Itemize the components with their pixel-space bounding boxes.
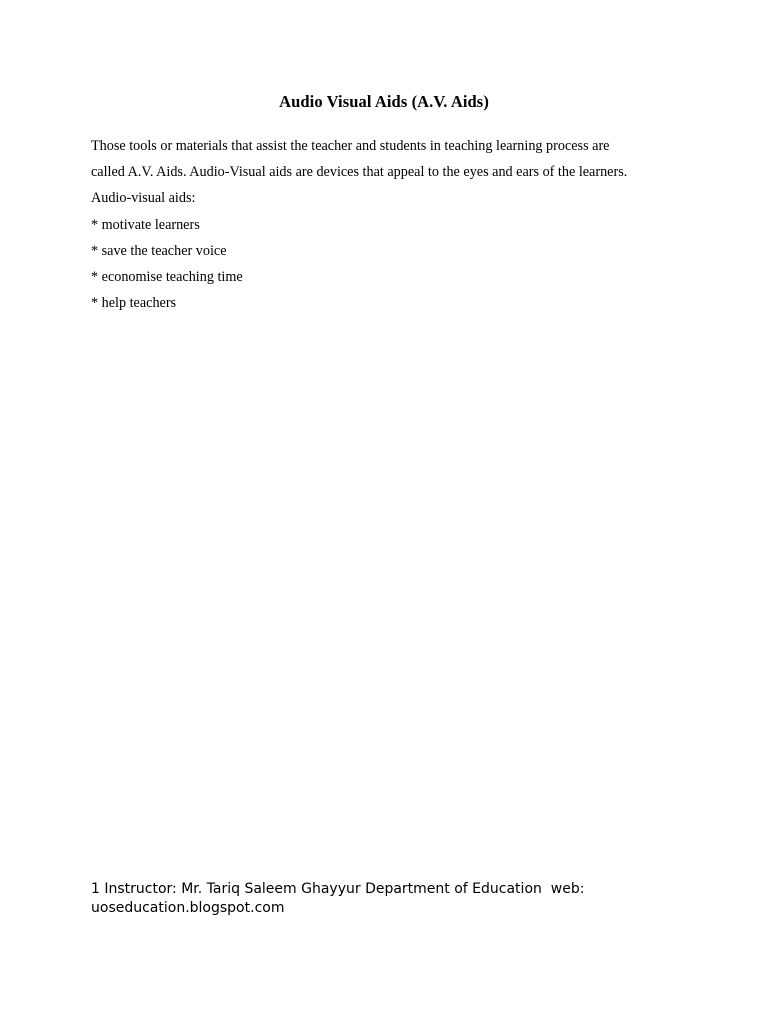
bullet-item: * motivate learners <box>91 216 200 233</box>
bullet-item: * save the teacher voice <box>91 242 227 259</box>
bullet-item: * economise teaching time <box>91 269 243 286</box>
bullet-item: * help teachers <box>91 295 177 312</box>
paragraph-line: called A.V. Aids. Audio-Visual aids are devices that appeal to the eyes and ears of the learners. <box>91 164 628 181</box>
bullet-list <box>91 212 711 317</box>
paragraph-line: Those tools or materials that assist the teacher and students in teaching learning process are <box>91 138 610 154</box>
page-footer <box>91 880 711 918</box>
document-title: Audio Visual Aids (A.V. Aids) <box>279 92 489 111</box>
footer-line: 1 Instructor: Mr. Tariq Saleem Ghayyur Department of Education web: <box>91 881 585 897</box>
document-body <box>91 133 711 316</box>
footer-line: uoseducation.blogspot.com <box>91 900 285 916</box>
list-intro: Audio-visual aids: <box>91 190 196 207</box>
